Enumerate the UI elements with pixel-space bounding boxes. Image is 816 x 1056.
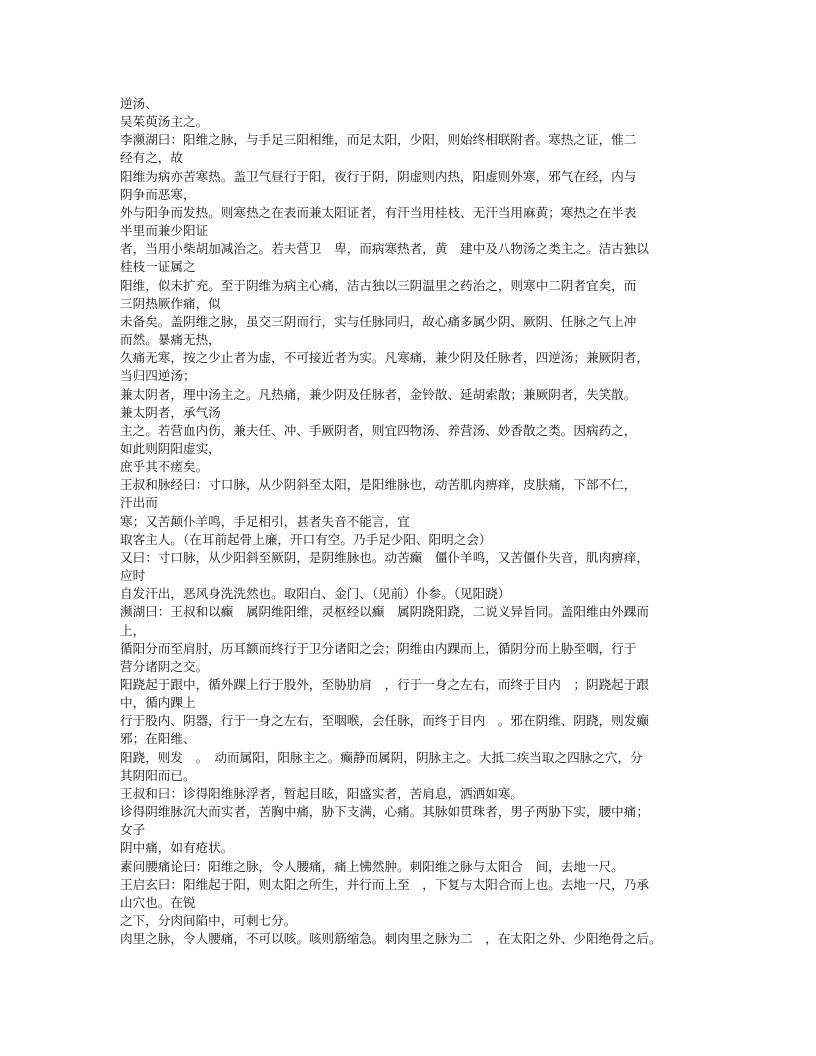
text-line: 山穴也。在锐 [120,894,196,910]
text-line: 寒；又苦颠仆羊鸣，手足相引，甚者失音不能言，宜 [120,513,410,529]
text-line: 邪；在阳维、 [120,731,196,747]
text-line: 外与阳争而发热。则寒热之在表而兼太阳证者，有汗当用桂枝、无汗当用麻黄；寒热之在半表 [120,204,637,220]
text-line: 兼太阴者，理中汤主之。凡热痛，兼少阴及任脉者，金铃散、延胡索散；兼厥阴者，失笑散。 [120,386,637,402]
text-line: 当归四逆汤； [120,368,196,384]
text-line: 中，循内踝上 [120,695,196,711]
text-line: 诊得阴维脉沉大而实者，苦胸中痛，胁下支满，心痛。其脉如贯珠者，男子两胁下实，腰中痛； [120,804,649,820]
text-line: 王叔和脉经曰：寸口脉，从少阴斜至太阳，是阳维脉也，动苦肌肉痹痒，皮肤痛，下部不仁， [120,477,637,493]
text-line: 而然。暴痛无热， [120,332,221,348]
text-line: 之下，分肉间陷中，可刺七分。 [120,913,297,929]
text-line: 主之。若营血内伤，兼夫任、冲、手厥阴者，则宜四物汤、养营汤、妙香散之类。因病药之， [120,422,637,438]
text-line: 肉里之脉，令人腰痛，不可以咳。咳则筋缩急。刺肉里之脉为二 ，在太阳之外、少阳绝骨之后。 [120,931,662,947]
text-line: 其阴阳而已。 [120,767,196,783]
text-line: 久痛无寒，按之少止者为虚，不可接近者为实。凡寒痛，兼少阴及任脉者，四逆汤；兼厥阴者， [120,350,649,366]
text-line: 李濒湖曰：阳维之脉，与手足三阳相维，而足太阳，少阳，则始终相联附者。寒热之证，惟二 [120,132,637,148]
text-line: 上， [120,622,146,638]
text-line: 阴争而恶寒， [120,186,196,202]
text-line: 阴中痛，如有疮状。 [120,840,234,856]
text-line: 循阳分而至肩肘，历耳额而终行于卫分诸阳之会；阴维由内踝而上，循阴分而上胁至咽，行于 [120,640,637,656]
text-line: 吴茱萸汤主之。 [120,114,209,130]
text-line: 阳维为病亦苦寒热。盖卫气昼行于阳，夜行于阴，阴虚则内热，阳虚则外寒，邪气在经，内与 [120,168,637,184]
text-line: 又曰：寸口脉，从少阳斜至厥阴，是阴维脉也。动苦癫 僵仆羊鸣，又苦僵仆失音，肌肉痹痒， [120,549,649,565]
text-line: 桂枝一证属之 [120,259,196,275]
text-line: 素问腰痛论曰：阳维之脉，令人腰痛，痛上怫然肿。刺阳维之脉与太阳合 间，去地一尺。 [120,858,624,874]
text-line: 王启玄曰：阳维起于阳，则太阳之所生，并行而上至 ，下复与太阳合而上也。去地一尺，乃承 [120,876,649,892]
text-line: 阳跷起于跟中，循外踝上行于股外，至胁肋肩 ，行于一身之左右，而终于目内 ；阴跷起于跟 [120,677,649,692]
document-page [120,95,698,948]
text-line: 濒湖曰：王叔和以癫 属阴维阳维，灵枢经以癫 属阴跷阳跷，二说义异旨同。盖阳维由外踝而 [120,604,649,620]
text-line: 自发汗出，恶风身洗洗然也。取阳白、金门、（见前）仆参。（见阳跷） [120,586,511,602]
text-line: 女子 [120,822,146,838]
text-line: 经有之，故 [120,150,183,166]
text-line: 半里而兼少阳证 [120,223,209,239]
text-line: 庶乎其不瘥矣。 [120,459,209,475]
text-line: 逆汤、 [120,96,158,111]
text-line: 未备矣。盖阴维之脉，虽交三阴而行，实与任脉同归，故心痛多属少阴、厥阴、任脉之气上冲 [120,313,637,329]
text-line: 阳维，似未扩充。至于阴维为病主心痛，洁古独以三阴温里之药治之，则寒中二阴者宜矣，而 [120,277,637,293]
text-line: 阳跷，则发 。 动而属阳，阳脉主之。癫静而属阴，阴脉主之。大抵二疾当取之四脉之穴，分 [120,749,643,765]
text-line: 如此则阴阳虚实， [120,440,221,456]
text-line: 汗出而 [120,495,158,511]
text-line: 应时 [120,568,146,584]
text-line: 兼太阴者，承气汤 [120,404,221,420]
text-line: 取客主人。（在耳前起骨上廉，开口有空。乃手足少阳、阳明之会） [120,531,492,547]
text-line: 王叔和曰：诊得阳维脉浮者，暂起目眩，阳盛实者，苦肩息，洒洒如寒。 [120,785,523,801]
text-line: 三阴热厥作痛，似 [120,295,221,311]
text-line: 行于股内、阴器，行于一身之左右，至咽喉，会任脉，而终于目内 。邪在阴维、阴跷，则发癫 [120,713,649,729]
text-line: 者，当用小柴胡加减治之。若夫营卫 卑，而病寒热者，黄 建中及八物汤之类主之。洁古独以 [120,241,649,257]
text-line: 营分诸阴之交。 [120,658,209,674]
